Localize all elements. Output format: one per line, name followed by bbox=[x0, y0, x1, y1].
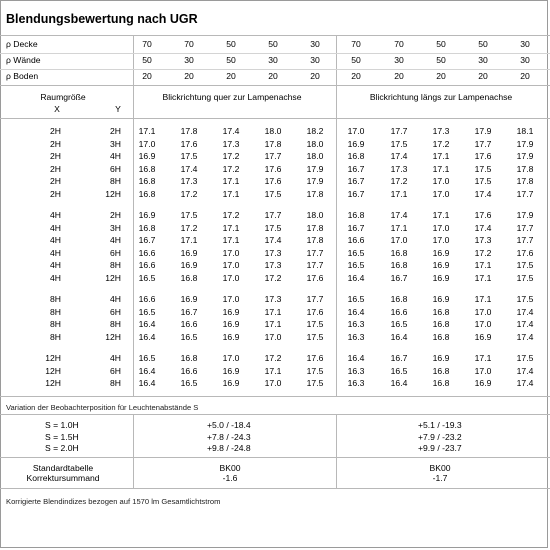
reflectance-value: 50 bbox=[142, 55, 152, 65]
variation-laengs-value: +5.1 / -19.3 bbox=[418, 420, 462, 430]
direction-header-laengs: Blickrichtung längs zur Lampenachse bbox=[369, 92, 513, 102]
room-y-value: 6H bbox=[110, 163, 121, 174]
ugr-value: 16.8 bbox=[432, 365, 450, 376]
ugr-value: 16.9 bbox=[222, 319, 240, 330]
ugr-value: 17.4 bbox=[516, 378, 534, 389]
divider bbox=[133, 35, 134, 396]
room-y-value: 8H bbox=[110, 176, 121, 187]
reflectance-value: 30 bbox=[478, 55, 488, 65]
ugr-value: 17.6 bbox=[474, 151, 492, 162]
ugr-value: 16.6 bbox=[347, 235, 365, 246]
ugr-value: 18.1 bbox=[516, 126, 534, 136]
ugr-value: 17.9 bbox=[474, 126, 492, 136]
room-y-value: 4H bbox=[110, 353, 121, 363]
ugr-value: 16.4 bbox=[138, 331, 156, 342]
ugr-value: 16.4 bbox=[347, 273, 365, 283]
ugr-value: 16.9 bbox=[222, 365, 240, 376]
room-x-value: 12H bbox=[45, 353, 61, 363]
reflectance-value: 70 bbox=[142, 39, 152, 49]
ugr-value: 17.0 bbox=[264, 378, 282, 389]
room-x-value: 12H bbox=[45, 365, 61, 376]
ugr-value: 17.5 bbox=[516, 294, 534, 304]
room-x-value: 4H bbox=[50, 222, 61, 233]
ugr-value: 17.1 bbox=[180, 235, 198, 246]
correction-label: Korrektursummand bbox=[26, 473, 100, 483]
ugr-value: 17.0 bbox=[222, 260, 240, 271]
reflectance-value: 50 bbox=[226, 55, 236, 65]
ugr-value: 17.0 bbox=[432, 176, 450, 187]
reflectance-value: 30 bbox=[268, 55, 278, 65]
ugr-value: 16.9 bbox=[180, 247, 198, 258]
ugr-value: 17.0 bbox=[222, 353, 240, 363]
ugr-value: 17.8 bbox=[264, 138, 282, 149]
ugr-value: 16.9 bbox=[474, 378, 492, 389]
divider bbox=[0, 488, 550, 489]
ugr-value: 17.0 bbox=[390, 235, 408, 246]
divider bbox=[0, 414, 550, 415]
ugr-value: 17.5 bbox=[264, 189, 282, 199]
ugr-value: 17.5 bbox=[306, 319, 324, 330]
ugr-value: 17.3 bbox=[180, 176, 198, 187]
ugr-value: 17.4 bbox=[516, 319, 534, 330]
ugr-value: 16.5 bbox=[347, 260, 365, 271]
ugr-value: 17.8 bbox=[306, 222, 324, 233]
variation-laengs-value: +9.9 / -23.7 bbox=[418, 443, 462, 453]
ugr-value: 16.9 bbox=[222, 306, 240, 317]
ugr-value: 17.6 bbox=[516, 247, 534, 258]
row-divider bbox=[0, 69, 550, 70]
ugr-value: 17.3 bbox=[432, 126, 450, 136]
ugr-value: 17.8 bbox=[516, 163, 534, 174]
ugr-value: 16.7 bbox=[390, 273, 408, 283]
reflectance-value: 50 bbox=[268, 39, 278, 49]
ugr-value: 16.7 bbox=[138, 235, 156, 246]
ugr-value: 16.8 bbox=[390, 294, 408, 304]
ugr-value: 16.9 bbox=[222, 378, 240, 389]
ugr-value: 17.1 bbox=[390, 189, 408, 199]
ugr-value: 16.9 bbox=[138, 151, 156, 162]
reflectance-value: 50 bbox=[436, 55, 446, 65]
room-y-value: 2H bbox=[110, 210, 121, 220]
ugr-value: 18.2 bbox=[306, 126, 324, 136]
ugr-value: 17.5 bbox=[516, 273, 534, 283]
room-x-value: 2H bbox=[50, 189, 61, 199]
room-y-header: Y bbox=[115, 104, 121, 114]
ugr-value: 17.9 bbox=[516, 138, 534, 149]
ugr-value: 17.4 bbox=[180, 163, 198, 174]
ugr-value: 17.0 bbox=[222, 247, 240, 258]
ugr-value: 17.0 bbox=[474, 365, 492, 376]
reflectance-value: 50 bbox=[226, 39, 236, 49]
ugr-value: 17.4 bbox=[516, 331, 534, 342]
reflectance-value: 20 bbox=[268, 71, 278, 81]
room-x-value: 2H bbox=[50, 163, 61, 174]
ugr-value: 16.8 bbox=[138, 163, 156, 174]
room-y-value: 6H bbox=[110, 365, 121, 376]
ugr-value: 16.5 bbox=[390, 319, 408, 330]
room-x-value: 2H bbox=[50, 151, 61, 162]
ugr-value: 17.2 bbox=[222, 163, 240, 174]
ugr-value: 16.9 bbox=[432, 353, 450, 363]
divider bbox=[0, 35, 550, 36]
ugr-value: 16.3 bbox=[347, 378, 365, 389]
ugr-value: 16.4 bbox=[390, 331, 408, 342]
ugr-value: 17.6 bbox=[264, 176, 282, 187]
divider bbox=[0, 85, 550, 86]
ugr-value: 17.0 bbox=[138, 138, 156, 149]
ugr-value: 17.3 bbox=[474, 235, 492, 246]
ugr-value: 18.0 bbox=[306, 210, 324, 220]
room-y-value: 12H bbox=[105, 331, 121, 342]
row-divider bbox=[0, 53, 550, 54]
room-y-value: 12H bbox=[105, 273, 121, 283]
ugr-value: 16.9 bbox=[347, 138, 365, 149]
room-y-value: 3H bbox=[110, 222, 121, 233]
ugr-value: 17.6 bbox=[306, 353, 324, 363]
ugr-value: 16.5 bbox=[347, 247, 365, 258]
ugr-value: 16.8 bbox=[432, 319, 450, 330]
ugr-value: 16.4 bbox=[138, 319, 156, 330]
reflectance-label: ρ Wände bbox=[6, 55, 41, 65]
ugr-value: 17.6 bbox=[264, 163, 282, 174]
ugr-value: 17.7 bbox=[390, 126, 408, 136]
ugr-value: 17.7 bbox=[264, 151, 282, 162]
ugr-value: 17.2 bbox=[180, 222, 198, 233]
ugr-value: 17.0 bbox=[432, 222, 450, 233]
standard-code-quer: BK00 bbox=[219, 463, 241, 473]
ugr-value: 17.8 bbox=[516, 176, 534, 187]
ugr-value: 16.6 bbox=[180, 365, 198, 376]
ugr-value: 17.0 bbox=[432, 189, 450, 199]
ugr-value: 16.9 bbox=[432, 273, 450, 283]
ugr-value: 17.5 bbox=[474, 163, 492, 174]
room-y-value: 8H bbox=[110, 378, 121, 389]
room-x-value: 2H bbox=[50, 176, 61, 187]
room-x-value: 8H bbox=[50, 294, 61, 304]
ugr-value: 17.0 bbox=[222, 294, 240, 304]
page-title: Blendungsbewertung nach UGR bbox=[6, 12, 198, 26]
room-x-value: 2H bbox=[50, 138, 61, 149]
ugr-value: 17.5 bbox=[306, 365, 324, 376]
ugr-value: 17.2 bbox=[432, 138, 450, 149]
ugr-value: 17.7 bbox=[516, 189, 534, 199]
ugr-value: 17.6 bbox=[474, 210, 492, 220]
ugr-value: 17.9 bbox=[306, 176, 324, 187]
ugr-value: 17.1 bbox=[474, 260, 492, 271]
ugr-value: 17.4 bbox=[516, 306, 534, 317]
room-size-header: Raumgröße bbox=[40, 92, 86, 102]
ugr-value: 17.0 bbox=[264, 331, 282, 342]
ugr-value: 17.1 bbox=[264, 319, 282, 330]
ugr-value: 16.5 bbox=[390, 365, 408, 376]
ugr-value: 16.7 bbox=[390, 353, 408, 363]
room-y-value: 4H bbox=[110, 294, 121, 304]
variation-laengs-value: +7.9 / -23.2 bbox=[418, 431, 462, 442]
room-x-value: 8H bbox=[50, 306, 61, 317]
room-x-header: X bbox=[54, 104, 60, 114]
ugr-value: 17.3 bbox=[264, 260, 282, 271]
ugr-value: 16.7 bbox=[347, 222, 365, 233]
ugr-value: 16.6 bbox=[138, 260, 156, 271]
variation-quer-value: +7.8 / -24.3 bbox=[207, 431, 251, 442]
ugr-value: 16.6 bbox=[138, 294, 156, 304]
ugr-value: 17.3 bbox=[264, 247, 282, 258]
footnote: Korrigierte Blendindizes bezogen auf 1570 lm Gesamtlichtstrom bbox=[6, 497, 221, 506]
reflectance-value: 30 bbox=[310, 39, 320, 49]
ugr-value: 17.1 bbox=[474, 294, 492, 304]
variation-quer-value: +9.8 / -24.8 bbox=[207, 443, 251, 453]
divider bbox=[336, 35, 337, 396]
ugr-value: 16.6 bbox=[390, 306, 408, 317]
ugr-value: 17.1 bbox=[432, 163, 450, 174]
reflectance-value: 30 bbox=[184, 55, 194, 65]
ugr-value: 16.3 bbox=[347, 319, 365, 330]
reflectance-value: 20 bbox=[226, 71, 236, 81]
reflectance-value: 70 bbox=[394, 39, 404, 49]
ugr-value: 17.7 bbox=[306, 294, 324, 304]
divider bbox=[133, 414, 134, 488]
ugr-value: 16.5 bbox=[347, 294, 365, 304]
ugr-value: 17.1 bbox=[432, 210, 450, 220]
ugr-value: 17.4 bbox=[390, 151, 408, 162]
ugr-value: 17.3 bbox=[390, 163, 408, 174]
ugr-value: 17.8 bbox=[306, 235, 324, 246]
ugr-value: 16.4 bbox=[390, 378, 408, 389]
ugr-value: 16.3 bbox=[347, 331, 365, 342]
standard-label: Standardtabelle bbox=[32, 463, 94, 473]
spacing-label: S = 2.0H bbox=[45, 443, 79, 453]
ugr-value: 16.6 bbox=[138, 247, 156, 258]
direction-header-quer: Blickrichtung quer zur Lampenachse bbox=[162, 92, 302, 102]
reflectance-value: 30 bbox=[520, 39, 530, 49]
ugr-value: 16.8 bbox=[138, 189, 156, 199]
ugr-value: 17.6 bbox=[306, 306, 324, 317]
correction-value-quer: -1.6 bbox=[222, 473, 238, 483]
ugr-value: 17.1 bbox=[264, 306, 282, 317]
ugr-value: 16.8 bbox=[390, 260, 408, 271]
ugr-value: 17.5 bbox=[474, 176, 492, 187]
ugr-value: 17.2 bbox=[264, 273, 282, 283]
reflectance-value: 30 bbox=[310, 55, 320, 65]
room-y-value: 6H bbox=[110, 247, 121, 258]
ugr-value: 16.5 bbox=[138, 353, 156, 363]
ugr-value: 16.8 bbox=[390, 247, 408, 258]
room-y-value: 4H bbox=[110, 235, 121, 246]
ugr-value: 17.5 bbox=[390, 138, 408, 149]
ugr-value: 16.7 bbox=[180, 306, 198, 317]
reflectance-label: ρ Boden bbox=[6, 71, 39, 81]
room-y-value: 4H bbox=[110, 151, 121, 162]
ugr-value: 16.5 bbox=[180, 331, 198, 342]
room-x-value: 4H bbox=[50, 273, 61, 283]
ugr-value: 17.1 bbox=[390, 222, 408, 233]
ugr-value: 16.9 bbox=[474, 331, 492, 342]
standard-code-laengs: BK00 bbox=[429, 463, 451, 473]
ugr-value: 17.8 bbox=[180, 126, 198, 136]
reflectance-value: 50 bbox=[436, 39, 446, 49]
reflectance-value: 30 bbox=[520, 55, 530, 65]
ugr-value: 17.7 bbox=[264, 210, 282, 220]
ugr-value: 17.1 bbox=[474, 273, 492, 283]
ugr-value: 17.8 bbox=[306, 189, 324, 199]
ugr-value: 17.1 bbox=[222, 235, 240, 246]
divider bbox=[336, 414, 337, 488]
ugr-value: 17.1 bbox=[432, 151, 450, 162]
ugr-value: 17.4 bbox=[474, 189, 492, 199]
ugr-value: 17.7 bbox=[516, 222, 534, 233]
ugr-value: 16.8 bbox=[432, 306, 450, 317]
ugr-value: 16.4 bbox=[347, 353, 365, 363]
ugr-value: 17.5 bbox=[264, 222, 282, 233]
ugr-value: 16.9 bbox=[432, 294, 450, 304]
ugr-value: 17.6 bbox=[306, 273, 324, 283]
reflectance-value: 20 bbox=[310, 71, 320, 81]
reflectance-value: 20 bbox=[142, 71, 152, 81]
ugr-value: 16.8 bbox=[347, 210, 365, 220]
ugr-value: 17.4 bbox=[222, 126, 240, 136]
ugr-value: 16.4 bbox=[138, 365, 156, 376]
reflectance-value: 70 bbox=[184, 39, 194, 49]
ugr-value: 16.7 bbox=[347, 163, 365, 174]
room-x-value: 12H bbox=[45, 378, 61, 389]
ugr-value: 17.4 bbox=[474, 222, 492, 233]
divider bbox=[0, 396, 550, 397]
ugr-value: 16.8 bbox=[180, 273, 198, 283]
ugr-value: 16.5 bbox=[138, 306, 156, 317]
reflectance-value: 20 bbox=[184, 71, 194, 81]
ugr-value: 17.9 bbox=[306, 163, 324, 174]
ugr-value: 17.5 bbox=[180, 210, 198, 220]
ugr-value: 17.0 bbox=[347, 126, 365, 136]
room-y-value: 8H bbox=[110, 260, 121, 271]
ugr-value: 17.0 bbox=[432, 235, 450, 246]
reflectance-value: 50 bbox=[351, 55, 361, 65]
ugr-value: 17.1 bbox=[474, 353, 492, 363]
ugr-value: 17.7 bbox=[474, 138, 492, 149]
ugr-value: 17.7 bbox=[306, 247, 324, 258]
ugr-value: 16.9 bbox=[432, 247, 450, 258]
ugr-value: 16.9 bbox=[222, 331, 240, 342]
ugr-value: 18.0 bbox=[264, 126, 282, 136]
reflectance-value: 20 bbox=[351, 71, 361, 81]
ugr-value: 17.1 bbox=[222, 176, 240, 187]
ugr-value: 16.8 bbox=[347, 151, 365, 162]
ugr-value: 17.4 bbox=[264, 235, 282, 246]
room-x-value: 4H bbox=[50, 247, 61, 258]
ugr-value: 17.5 bbox=[516, 353, 534, 363]
ugr-value: 16.5 bbox=[138, 273, 156, 283]
ugr-value: 17.5 bbox=[516, 260, 534, 271]
reflectance-value: 20 bbox=[520, 71, 530, 81]
room-y-value: 8H bbox=[110, 319, 121, 330]
divider bbox=[0, 118, 550, 119]
ugr-value: 16.5 bbox=[180, 378, 198, 389]
room-x-value: 2H bbox=[50, 126, 61, 136]
ugr-value: 17.9 bbox=[516, 210, 534, 220]
ugr-value: 17.3 bbox=[222, 138, 240, 149]
ugr-value: 17.2 bbox=[222, 151, 240, 162]
room-y-value: 3H bbox=[110, 138, 121, 149]
room-x-value: 8H bbox=[50, 319, 61, 330]
ugr-value: 17.2 bbox=[390, 176, 408, 187]
ugr-value: 16.9 bbox=[180, 294, 198, 304]
room-x-value: 4H bbox=[50, 260, 61, 271]
ugr-value: 16.8 bbox=[432, 331, 450, 342]
ugr-value: 17.2 bbox=[180, 189, 198, 199]
ugr-value: 16.4 bbox=[347, 306, 365, 317]
ugr-value: 17.4 bbox=[390, 210, 408, 220]
reflectance-value: 70 bbox=[351, 39, 361, 49]
reflectance-value: 20 bbox=[436, 71, 446, 81]
ugr-value: 17.7 bbox=[306, 260, 324, 271]
reflectance-value: 30 bbox=[394, 55, 404, 65]
ugr-value: 17.1 bbox=[222, 222, 240, 233]
room-x-value: 8H bbox=[50, 331, 61, 342]
ugr-value: 17.9 bbox=[516, 151, 534, 162]
ugr-value: 17.2 bbox=[222, 210, 240, 220]
ugr-value: 16.8 bbox=[138, 222, 156, 233]
ugr-value: 16.6 bbox=[180, 319, 198, 330]
ugr-value: 17.5 bbox=[180, 151, 198, 162]
spacing-label: S = 1.0H bbox=[45, 420, 79, 430]
reflectance-value: 20 bbox=[478, 71, 488, 81]
variation-quer-value: +5.0 / -18.4 bbox=[207, 420, 251, 430]
ugr-value: 17.5 bbox=[306, 378, 324, 389]
reflectance-label: ρ Decke bbox=[6, 39, 38, 49]
ugr-value: 18.0 bbox=[306, 151, 324, 162]
divider bbox=[0, 457, 550, 458]
variation-title: Variation der Beobachterposition für Leuchtenabstände S bbox=[6, 403, 199, 412]
room-y-value: 12H bbox=[105, 189, 121, 199]
correction-value-laengs: -1.7 bbox=[432, 473, 448, 483]
ugr-value: 16.7 bbox=[347, 176, 365, 187]
ugr-value: 16.7 bbox=[347, 189, 365, 199]
ugr-value: 17.0 bbox=[474, 306, 492, 317]
ugr-value: 16.8 bbox=[180, 353, 198, 363]
ugr-value: 17.1 bbox=[264, 365, 282, 376]
room-x-value: 4H bbox=[50, 210, 61, 220]
ugr-value: 17.7 bbox=[516, 235, 534, 246]
ugr-value: 16.8 bbox=[432, 378, 450, 389]
ugr-value: 16.3 bbox=[347, 365, 365, 376]
ugr-value: 17.0 bbox=[474, 319, 492, 330]
ugr-value: 17.2 bbox=[264, 353, 282, 363]
ugr-value: 17.3 bbox=[264, 294, 282, 304]
ugr-value: 17.1 bbox=[222, 189, 240, 199]
room-y-value: 6H bbox=[110, 306, 121, 317]
ugr-value: 18.0 bbox=[306, 138, 324, 149]
room-x-value: 4H bbox=[50, 235, 61, 246]
ugr-value: 16.9 bbox=[432, 260, 450, 271]
reflectance-value: 50 bbox=[478, 39, 488, 49]
ugr-value: 17.2 bbox=[474, 247, 492, 258]
ugr-value: 17.1 bbox=[138, 126, 156, 136]
ugr-value: 16.9 bbox=[180, 260, 198, 271]
ugr-value: 16.9 bbox=[138, 210, 156, 220]
ugr-value: 16.4 bbox=[138, 378, 156, 389]
ugr-value: 17.0 bbox=[222, 273, 240, 283]
ugr-value: 16.8 bbox=[138, 176, 156, 187]
ugr-value: 17.4 bbox=[516, 365, 534, 376]
room-y-value: 2H bbox=[110, 126, 121, 136]
spacing-label: S = 1.5H bbox=[45, 431, 79, 442]
reflectance-value: 20 bbox=[394, 71, 404, 81]
ugr-value: 17.6 bbox=[180, 138, 198, 149]
ugr-value: 17.5 bbox=[306, 331, 324, 342]
